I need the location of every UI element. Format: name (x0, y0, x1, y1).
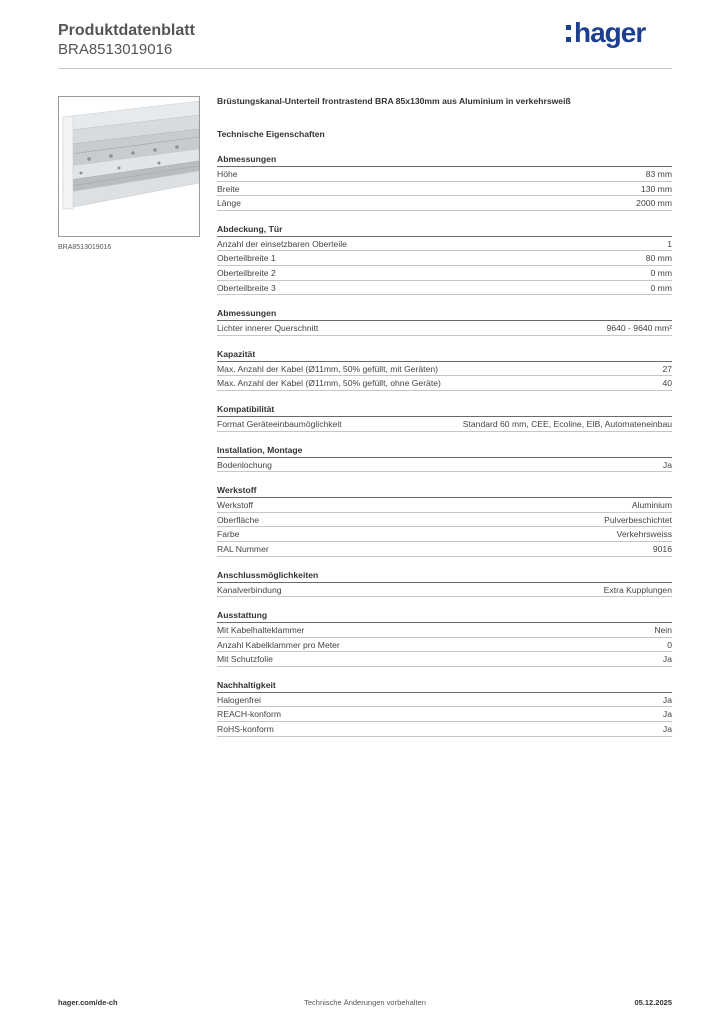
property-row (217, 542, 672, 557)
property-row (217, 237, 672, 252)
property-label: Mit Schutzfolie (217, 654, 273, 665)
property-value: 83 mm (645, 169, 672, 179)
page-footer (58, 998, 672, 1010)
property-value: Ja (662, 724, 672, 735)
property-label: REACH-konform (217, 709, 281, 720)
footer-date: 05.12.2025 (634, 998, 672, 1007)
property-value: 0 (667, 639, 672, 650)
property-row (217, 513, 672, 528)
property-value: 9016 (652, 543, 672, 554)
property-label: Format Geräteeinbaumöglichkeit (217, 418, 342, 429)
property-row (217, 458, 672, 473)
property-row (217, 722, 672, 737)
property-value: Standard 60 mm, CEE, Ecoline, EIB, Automateneinbau (462, 418, 672, 429)
property-value: 27 (662, 363, 672, 374)
section-title: Installation, Montage (217, 445, 672, 458)
property-label: Halogenfrei (217, 694, 261, 705)
property-value: Extra Kupplungen (603, 584, 672, 595)
property-section (217, 485, 672, 556)
property-label: Bodenlochung (217, 459, 272, 470)
property-row (217, 251, 672, 266)
cable-duct-illustration (59, 97, 199, 236)
image-caption: BRA8513019016 (58, 244, 112, 251)
property-value: Ja (662, 694, 672, 705)
property-row (217, 652, 672, 667)
property-label: Anzahl Kabelklammer pro Meter (217, 639, 340, 650)
property-row (217, 527, 672, 542)
property-value: 9640 - 9640 mm² (606, 323, 672, 334)
property-label: Mit Kabelhalteklammer (217, 625, 305, 636)
property-section (217, 610, 672, 667)
property-value: Aluminium (631, 500, 672, 511)
article-number: BRA8513019016 (58, 41, 173, 58)
property-value: 130 mm (640, 183, 672, 194)
property-row (217, 266, 672, 281)
property-row (217, 321, 672, 336)
section-title: Kompatibilität (217, 404, 672, 417)
section-title: Werkstoff (217, 485, 672, 498)
property-value: 80 mm (645, 253, 672, 264)
property-row (217, 638, 672, 653)
property-label: Oberteilbreite 1 (217, 253, 276, 264)
footer-notice: Technische Änderungen vorbehalten (304, 998, 426, 1007)
technical-properties-heading: Technische Eigenschaften (217, 129, 325, 139)
property-label: Länge (217, 198, 241, 209)
property-row (217, 623, 672, 638)
property-row (217, 583, 672, 598)
property-row (217, 417, 672, 432)
property-section (217, 570, 672, 598)
property-value: 1 (667, 238, 672, 249)
property-label: Farbe (217, 529, 240, 540)
property-value: 40 (662, 378, 672, 389)
property-row (217, 707, 672, 722)
property-section (217, 680, 672, 737)
property-label: Werkstoff (217, 500, 253, 511)
footer-website-link[interactable]: hager.com/de-ch (58, 998, 118, 1007)
property-value: Ja (662, 654, 672, 665)
section-title: Ausstattung (217, 610, 672, 623)
section-title: Kapazität (217, 349, 672, 362)
logo-dots-icon (566, 18, 572, 42)
section-title: Anschlussmöglichkeiten (217, 570, 672, 583)
property-value: Ja (662, 709, 672, 720)
property-section (217, 404, 672, 432)
property-label: Anzahl der einsetzbaren Oberteile (217, 238, 347, 249)
property-row (217, 362, 672, 377)
property-row (217, 281, 672, 296)
property-value: Nein (654, 625, 672, 636)
property-value: 0 mm (650, 267, 672, 278)
property-label: RAL Nummer (217, 543, 269, 554)
logo-text: hager (574, 17, 646, 48)
property-label: Kanalverbindung (217, 584, 282, 595)
property-value: Pulverbeschichtet (604, 514, 672, 525)
property-label: Oberteilbreite 3 (217, 282, 276, 293)
document-header (58, 21, 195, 59)
property-row (217, 167, 672, 182)
property-label: Lichter innerer Querschnitt (217, 323, 319, 334)
property-row (217, 498, 672, 513)
property-value: Ja (662, 459, 672, 470)
header-divider (58, 68, 672, 69)
property-section (217, 349, 672, 391)
property-row (217, 182, 672, 197)
property-label: Oberteilbreite 2 (217, 267, 276, 278)
property-label: Max. Anzahl der Kabel (Ø11mm, 50% gefüllt, ohne Geräte) (217, 378, 441, 389)
property-section (217, 445, 672, 473)
property-value: 2000 mm (636, 198, 672, 209)
property-section (217, 224, 672, 295)
property-value: Verkehrsweiss (616, 529, 672, 540)
property-row (217, 376, 672, 391)
section-title: Abmessungen (217, 308, 672, 321)
hager-logo (566, 18, 645, 48)
property-label: Höhe (217, 169, 238, 179)
property-row (217, 693, 672, 708)
product-image (58, 96, 200, 237)
product-description: Brüstungskanal-Unterteil frontrastend BRA 85x130mm aus Aluminium in verkehrsweiß (217, 96, 571, 106)
section-title: Abdeckung, Tür (217, 224, 672, 237)
section-title: Abmessungen (217, 154, 672, 167)
datasheet-content (217, 96, 672, 737)
section-title: Nachhaltigkeit (217, 680, 672, 693)
property-row (217, 196, 672, 211)
property-section (217, 308, 672, 336)
property-value: 0 mm (650, 282, 672, 293)
property-label: Max. Anzahl der Kabel (Ø11mm, 50% gefüllt, mit Geräten) (217, 363, 438, 374)
property-section (217, 154, 672, 211)
property-label: RoHS-konform (217, 724, 274, 735)
property-sections (217, 154, 672, 737)
property-label: Breite (217, 183, 240, 194)
document-title: Produktdatenblatt (58, 22, 195, 39)
property-label: Oberfläche (217, 514, 260, 525)
